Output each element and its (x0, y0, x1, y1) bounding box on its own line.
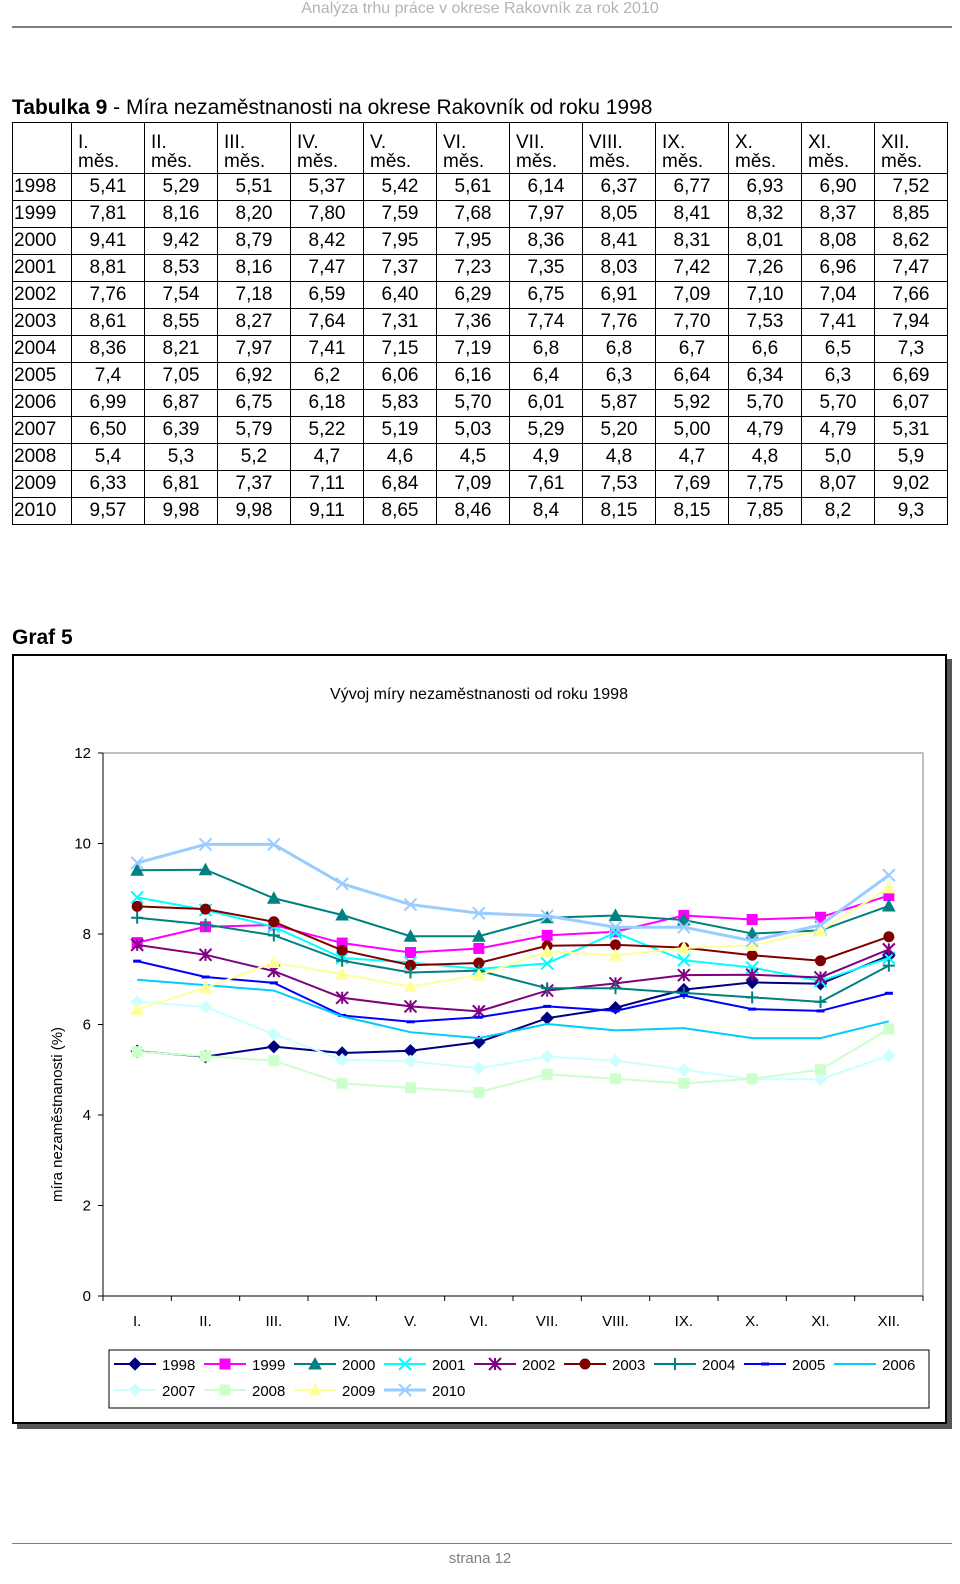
month-header-numeral: IX. (662, 132, 686, 153)
x-tick-label: XII. (877, 1313, 901, 1330)
rate-cell: 9,11 (291, 498, 364, 525)
rate-cell: 7,3 (875, 336, 948, 363)
rate-cell: 7,76 (72, 282, 145, 309)
rate-cell: 9,3 (875, 498, 948, 525)
rate-cell: 7,41 (802, 309, 875, 336)
rate-cell: 5,37 (291, 174, 364, 201)
rate-cell: 9,42 (145, 228, 218, 255)
rate-cell: 8,62 (875, 228, 948, 255)
data-point (542, 930, 552, 940)
rate-cell: 6,87 (145, 390, 218, 417)
table-row (13, 201, 948, 228)
rate-cell: 5,51 (218, 174, 291, 201)
legend-label: 2008 (252, 1383, 286, 1400)
legend-label: 2004 (702, 1357, 736, 1374)
y-tick-label: 6 (82, 1016, 91, 1034)
rate-cell: 6,3 (583, 363, 656, 390)
rate-cell: 7,11 (291, 471, 364, 498)
table-header-row (13, 123, 948, 174)
y-tick-label: 10 (74, 835, 91, 853)
rate-cell: 7,94 (875, 309, 948, 336)
rate-cell: 6,64 (656, 363, 729, 390)
legend-marker (220, 1385, 230, 1395)
rate-cell: 8,27 (218, 309, 291, 336)
legend-label: 1999 (252, 1357, 286, 1374)
data-point (406, 948, 416, 958)
rate-cell: 6,18 (291, 390, 364, 417)
month-header (364, 123, 437, 174)
year-cell: 2009 (13, 471, 72, 498)
rate-cell: 6,90 (802, 174, 875, 201)
rate-cell: 7,36 (437, 309, 510, 336)
month-header (583, 123, 656, 174)
table-row (13, 363, 948, 390)
legend-label: 1998 (162, 1357, 196, 1374)
table-caption-text: - Míra nezaměstnanosti na okrese Rakovník od roku 1998 (107, 96, 653, 119)
rate-cell: 5,0 (802, 444, 875, 471)
rate-cell: 7,53 (729, 309, 802, 336)
rate-cell: 8,65 (364, 498, 437, 525)
rate-cell: 6,06 (364, 363, 437, 390)
data-point (406, 1083, 416, 1093)
rate-cell: 9,02 (875, 471, 948, 498)
graph-caption: Graf 5 (12, 626, 73, 649)
rate-cell: 6,6 (729, 336, 802, 363)
rate-cell: 8,36 (510, 228, 583, 255)
year-cell: 2006 (13, 390, 72, 417)
rate-cell: 7,04 (802, 282, 875, 309)
rate-cell: 6,7 (656, 336, 729, 363)
rate-cell: 8,15 (656, 498, 729, 525)
y-tick-label: 2 (82, 1197, 91, 1215)
rate-cell: 6,5 (802, 336, 875, 363)
rate-cell: 6,01 (510, 390, 583, 417)
rate-cell: 8,01 (729, 228, 802, 255)
rate-cell: 8,42 (291, 228, 364, 255)
month-header-unit: měs. (224, 151, 266, 172)
rate-cell: 6,93 (729, 174, 802, 201)
rate-cell: 6,59 (291, 282, 364, 309)
rate-cell: 5,41 (72, 174, 145, 201)
rate-cell: 8,41 (583, 228, 656, 255)
page-number: strana 12 (448, 1550, 512, 1567)
table-row (13, 282, 948, 309)
month-header (875, 123, 948, 174)
rate-cell: 5,3 (145, 444, 218, 471)
rate-cell: 8,16 (145, 201, 218, 228)
year-cell: 1999 (13, 201, 72, 228)
rate-cell: 5,70 (802, 390, 875, 417)
rate-cell: 8,05 (583, 201, 656, 228)
rate-cell: 6,40 (364, 282, 437, 309)
rate-cell: 7,68 (437, 201, 510, 228)
rate-cell: 8,21 (145, 336, 218, 363)
legend-label: 2000 (342, 1357, 376, 1374)
rate-cell: 5,00 (656, 417, 729, 444)
data-point (542, 1069, 552, 1079)
month-header (729, 123, 802, 174)
year-cell: 2001 (13, 255, 72, 282)
month-header (802, 123, 875, 174)
rate-cell: 8,08 (802, 228, 875, 255)
year-cell: 1998 (13, 174, 72, 201)
legend-label: 2003 (612, 1357, 646, 1374)
table-row (13, 336, 948, 363)
plot-area (103, 753, 923, 1296)
rate-cell: 5,92 (656, 390, 729, 417)
rate-cell: 6,3 (802, 363, 875, 390)
chart-title: Vývoj míry nezaměstnanosti od roku 1998 (330, 686, 628, 703)
month-header (145, 123, 218, 174)
rate-cell: 7,47 (875, 255, 948, 282)
data-point (884, 1024, 894, 1034)
legend-label: 2010 (432, 1383, 466, 1400)
x-tick-label: X. (745, 1313, 760, 1330)
rate-cell: 6,07 (875, 390, 948, 417)
rate-cell: 6,14 (510, 174, 583, 201)
data-point (132, 901, 142, 911)
rate-cell: 7,19 (437, 336, 510, 363)
rate-cell: 4,8 (729, 444, 802, 471)
rate-cell: 7,52 (875, 174, 948, 201)
data-point (884, 932, 894, 942)
legend-label: 2009 (342, 1383, 376, 1400)
rate-cell: 7,42 (656, 255, 729, 282)
month-header-numeral: X. (735, 132, 753, 153)
data-point (269, 917, 279, 927)
rate-cell: 8,53 (145, 255, 218, 282)
year-cell: 2000 (13, 228, 72, 255)
rate-cell: 7,95 (364, 228, 437, 255)
month-header (510, 123, 583, 174)
rate-cell: 6,81 (145, 471, 218, 498)
y-tick-label: 8 (82, 926, 91, 943)
rate-cell: 4,7 (656, 444, 729, 471)
month-header-unit: měs. (662, 151, 704, 172)
year-cell: 2010 (13, 498, 72, 525)
rate-cell: 7,76 (583, 309, 656, 336)
rate-cell: 5,20 (583, 417, 656, 444)
data-point (474, 1087, 484, 1097)
rate-cell: 6,16 (437, 363, 510, 390)
legend-marker (220, 1359, 230, 1369)
rate-cell: 8,03 (583, 255, 656, 282)
rate-cell: 7,18 (218, 282, 291, 309)
y-tick-label: 0 (82, 1288, 91, 1305)
rate-cell: 8,16 (218, 255, 291, 282)
footer-rule (12, 1543, 952, 1544)
rate-cell: 6,8 (583, 336, 656, 363)
rate-cell: 4,79 (729, 417, 802, 444)
data-point (679, 1078, 689, 1088)
month-header-numeral: VII. (516, 132, 545, 153)
year-cell: 2008 (13, 444, 72, 471)
rate-cell: 8,2 (802, 498, 875, 525)
table-row (13, 228, 948, 255)
year-cell: 2004 (13, 336, 72, 363)
rate-cell: 6,34 (729, 363, 802, 390)
rate-cell: 7,74 (510, 309, 583, 336)
rate-cell: 7,61 (510, 471, 583, 498)
month-header-unit: měs. (297, 151, 339, 172)
legend-label: 2005 (792, 1357, 826, 1374)
month-header-unit: měs. (881, 151, 923, 172)
month-header (72, 123, 145, 174)
rate-cell: 7,41 (291, 336, 364, 363)
table-row (13, 444, 948, 471)
rate-cell: 7,47 (291, 255, 364, 282)
rate-cell: 6,69 (875, 363, 948, 390)
data-point (269, 1056, 279, 1066)
rate-cell: 7,10 (729, 282, 802, 309)
rate-cell: 9,98 (145, 498, 218, 525)
month-header-numeral: V. (370, 132, 387, 153)
month-header (218, 123, 291, 174)
rate-cell: 7,80 (291, 201, 364, 228)
table-row (13, 309, 948, 336)
rate-cell: 7,15 (364, 336, 437, 363)
rate-cell: 7,69 (656, 471, 729, 498)
rate-cell: 4,7 (291, 444, 364, 471)
legend-label: 2006 (882, 1357, 916, 1374)
rate-cell: 7,53 (583, 471, 656, 498)
rate-cell: 7,23 (437, 255, 510, 282)
rate-cell: 7,54 (145, 282, 218, 309)
rate-cell: 6,39 (145, 417, 218, 444)
table-header-corner (13, 123, 72, 174)
x-tick-label: VIII. (602, 1313, 629, 1330)
x-tick-label: VI. (469, 1313, 489, 1330)
table-caption (12, 96, 652, 120)
table-row (13, 174, 948, 201)
rate-cell: 4,5 (437, 444, 510, 471)
data-point (747, 1074, 757, 1084)
rate-cell: 8,20 (218, 201, 291, 228)
rate-cell: 5,70 (729, 390, 802, 417)
rate-cell: 8,61 (72, 309, 145, 336)
rate-cell: 6,75 (218, 390, 291, 417)
month-header-numeral: IV. (297, 132, 319, 153)
data-point (337, 1078, 347, 1088)
rate-cell: 6,4 (510, 363, 583, 390)
rate-cell: 8,32 (729, 201, 802, 228)
rate-cell: 7,26 (729, 255, 802, 282)
rate-cell: 6,8 (510, 336, 583, 363)
y-tick-label: 4 (82, 1107, 91, 1124)
rate-cell: 8,46 (437, 498, 510, 525)
rate-cell: 5,03 (437, 417, 510, 444)
rate-cell: 8,81 (72, 255, 145, 282)
data-point (474, 943, 484, 953)
legend-label: 2001 (432, 1357, 466, 1374)
month-header-unit: měs. (370, 151, 412, 172)
data-point (747, 915, 757, 925)
month-header-numeral: XI. (808, 132, 832, 153)
data-point (747, 950, 757, 960)
rate-cell: 5,9 (875, 444, 948, 471)
rate-cell: 5,87 (583, 390, 656, 417)
rate-cell: 5,2 (218, 444, 291, 471)
x-tick-label: II. (199, 1313, 212, 1330)
rate-cell: 8,37 (802, 201, 875, 228)
running-header: Analýza trhu práce v okrese Rakovník za rok 2010 (301, 0, 659, 17)
year-cell: 2002 (13, 282, 72, 309)
year-cell: 2007 (13, 417, 72, 444)
rate-cell: 6,99 (72, 390, 145, 417)
rate-cell: 8,41 (656, 201, 729, 228)
rate-cell: 4,8 (583, 444, 656, 471)
rate-cell: 8,85 (875, 201, 948, 228)
data-point (816, 956, 826, 966)
rate-cell: 7,37 (218, 471, 291, 498)
month-header-unit: měs. (589, 151, 631, 172)
rate-cell: 7,4 (72, 363, 145, 390)
rate-cell: 5,4 (72, 444, 145, 471)
rate-cell: 6,96 (802, 255, 875, 282)
table-body (13, 174, 948, 525)
rate-cell: 8,79 (218, 228, 291, 255)
rate-cell: 5,19 (364, 417, 437, 444)
legend-label: 2007 (162, 1383, 196, 1400)
month-header-numeral: VIII. (589, 132, 623, 153)
data-point (132, 1047, 142, 1057)
legend-label: 2002 (522, 1357, 556, 1374)
rate-cell: 9,57 (72, 498, 145, 525)
rate-cell: 8,55 (145, 309, 218, 336)
rate-cell: 4,9 (510, 444, 583, 471)
rate-cell: 5,31 (875, 417, 948, 444)
month-header-unit: měs. (516, 151, 558, 172)
rate-cell: 9,41 (72, 228, 145, 255)
rate-cell: 5,42 (364, 174, 437, 201)
rate-cell: 7,37 (364, 255, 437, 282)
x-tick-label: VII. (535, 1313, 559, 1330)
rate-cell: 5,79 (218, 417, 291, 444)
rate-cell: 7,35 (510, 255, 583, 282)
x-tick-label: IX. (674, 1313, 694, 1330)
rate-cell: 6,37 (583, 174, 656, 201)
rate-cell: 7,31 (364, 309, 437, 336)
rate-cell: 5,22 (291, 417, 364, 444)
x-tick-label: IV. (333, 1313, 351, 1330)
month-header-unit: měs. (443, 151, 485, 172)
month-header (656, 123, 729, 174)
x-tick-label: I. (132, 1313, 142, 1330)
rate-cell: 5,61 (437, 174, 510, 201)
rate-cell: 6,77 (656, 174, 729, 201)
table-caption-label: Tabulka 9 (12, 96, 108, 119)
data-point (816, 1065, 826, 1075)
rate-cell: 7,97 (510, 201, 583, 228)
data-point (611, 1074, 621, 1084)
month-header-unit: měs. (78, 151, 120, 172)
table-row (13, 417, 948, 444)
month-header-unit: měs. (808, 151, 850, 172)
rate-cell: 7,75 (729, 471, 802, 498)
rate-cell: 7,05 (145, 363, 218, 390)
rate-cell: 7,85 (729, 498, 802, 525)
rate-cell: 6,33 (72, 471, 145, 498)
rate-cell: 8,07 (802, 471, 875, 498)
month-header-unit: měs. (151, 151, 193, 172)
rate-cell: 7,59 (364, 201, 437, 228)
rate-cell: 6,29 (437, 282, 510, 309)
rate-cell: 7,64 (291, 309, 364, 336)
x-tick-label: III. (265, 1313, 283, 1330)
rate-cell: 6,2 (291, 363, 364, 390)
data-point (201, 1051, 211, 1061)
rate-cell: 5,70 (437, 390, 510, 417)
unemployment-line-chart (14, 656, 945, 1422)
data-point (337, 945, 347, 955)
rate-cell: 7,09 (437, 471, 510, 498)
table-row (13, 471, 948, 498)
rate-cell: 7,66 (875, 282, 948, 309)
month-header (291, 123, 364, 174)
chart-frame (12, 654, 947, 1424)
legend-marker (580, 1359, 590, 1369)
table-row (13, 255, 948, 282)
rate-cell: 9,98 (218, 498, 291, 525)
rate-cell: 8,15 (583, 498, 656, 525)
month-header-numeral: I. (78, 132, 89, 153)
rate-cell: 7,09 (656, 282, 729, 309)
rate-cell: 5,29 (145, 174, 218, 201)
rate-cell: 7,97 (218, 336, 291, 363)
month-header-numeral: III. (224, 132, 246, 153)
rate-cell: 6,50 (72, 417, 145, 444)
rate-cell: 6,91 (583, 282, 656, 309)
x-tick-label: V. (404, 1313, 417, 1330)
rate-cell: 6,92 (218, 363, 291, 390)
y-tick-label: 12 (74, 745, 91, 762)
unemployment-table (12, 122, 948, 525)
rate-cell: 8,4 (510, 498, 583, 525)
rate-cell: 5,29 (510, 417, 583, 444)
month-header-unit: měs. (735, 151, 777, 172)
header-rule (12, 26, 952, 28)
month-header-numeral: II. (151, 132, 167, 153)
year-cell: 2003 (13, 309, 72, 336)
data-point (201, 904, 211, 914)
table-row (13, 390, 948, 417)
month-header (437, 123, 510, 174)
rate-cell: 7,70 (656, 309, 729, 336)
month-header-numeral: VI. (443, 132, 467, 153)
rate-cell: 4,79 (802, 417, 875, 444)
month-header-numeral: XII. (881, 132, 910, 153)
rate-cell: 8,36 (72, 336, 145, 363)
rate-cell: 7,95 (437, 228, 510, 255)
year-cell: 2005 (13, 363, 72, 390)
rate-cell: 8,31 (656, 228, 729, 255)
x-tick-label: XI. (811, 1313, 830, 1330)
rate-cell: 4,6 (364, 444, 437, 471)
rate-cell: 5,83 (364, 390, 437, 417)
rate-cell: 7,81 (72, 201, 145, 228)
table-row (13, 498, 948, 525)
rate-cell: 6,84 (364, 471, 437, 498)
y-axis-label: míra nezaměstnanosti (%) (49, 1026, 66, 1203)
rate-cell: 6,75 (510, 282, 583, 309)
